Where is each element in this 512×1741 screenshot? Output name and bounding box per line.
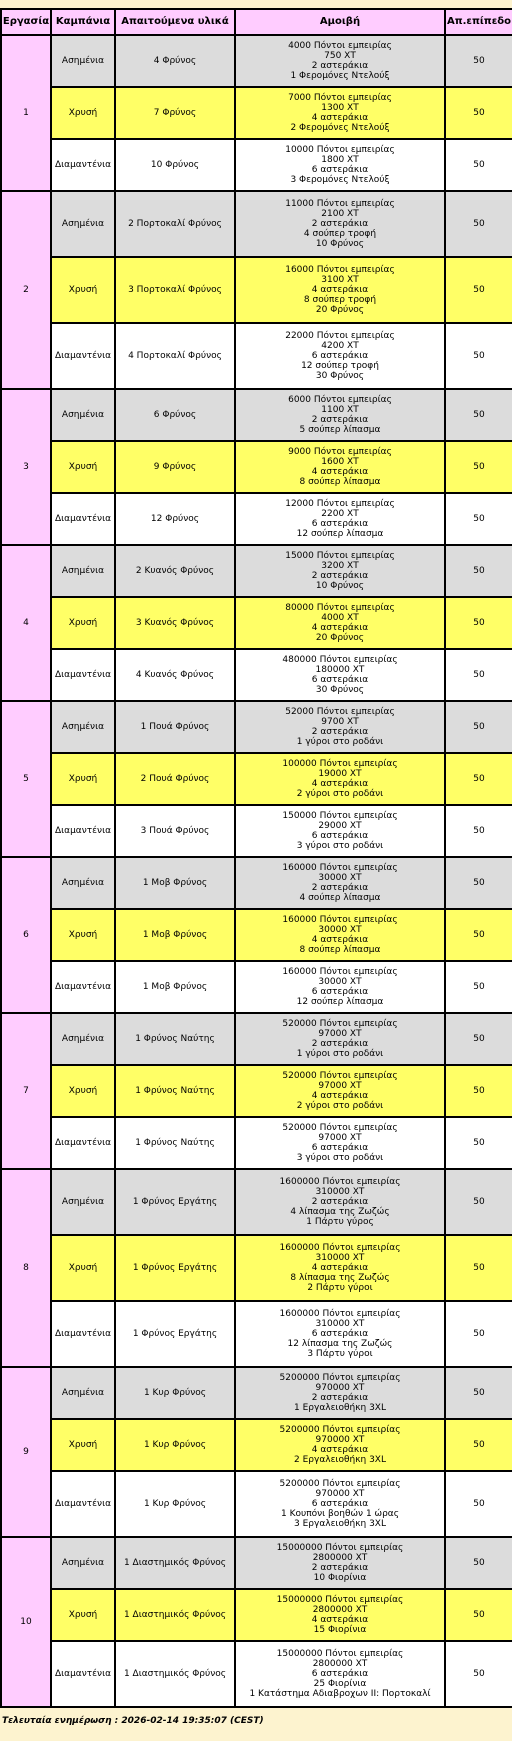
materials-cell: 9 Φρύνος	[115, 441, 235, 493]
reward-line: 2 αστεράκια	[311, 415, 369, 425]
reward-cell	[235, 805, 445, 857]
reward-line: 2800000 ΧΤ	[312, 1659, 368, 1669]
quests-table	[0, 8, 512, 1708]
materials-cell: 4 Φρύνος	[115, 35, 235, 87]
quest-number: 5	[1, 701, 51, 857]
reward-cell	[235, 1537, 445, 1589]
materials-cell: 4 Κυανός Φρύνος	[115, 649, 235, 701]
reward-line: 3 Εργαλειοθήκη 3XL	[294, 1519, 386, 1529]
reward-line: 150000 Πόντοι εμπειρίας	[282, 811, 398, 821]
materials-cell: 1 Φρύνος Εργάτης	[115, 1169, 235, 1235]
campaign-cell: Διαμαντένια	[51, 1117, 115, 1169]
reward-line: 1600000 Πόντοι εμπειρίας	[279, 1177, 401, 1187]
campaign-cell: Ασημένια	[51, 1537, 115, 1589]
table-row	[1, 1641, 512, 1707]
level-cell: 50	[445, 1169, 512, 1235]
reward-cell	[235, 545, 445, 597]
reward-cell	[235, 139, 445, 191]
reward-line: 1800 ΧΤ	[321, 155, 359, 165]
reward-cell	[235, 753, 445, 805]
campaign-cell: Χρυσή	[51, 909, 115, 961]
campaign-cell: Ασημένια	[51, 35, 115, 87]
reward-line: 4 αστεράκια	[311, 935, 369, 945]
campaign-cell: Χρυσή	[51, 1065, 115, 1117]
reward-line: 970000 ΧΤ	[315, 1383, 365, 1393]
reward-cell	[235, 1367, 445, 1419]
level-cell: 50	[445, 1013, 512, 1065]
table-row	[1, 1471, 512, 1537]
campaign-cell: Χρυσή	[51, 1235, 115, 1301]
table-row	[1, 857, 512, 909]
reward-cell	[235, 1169, 445, 1235]
campaign-cell: Χρυσή	[51, 87, 115, 139]
reward-line: 6 αστεράκια	[311, 165, 369, 175]
level-cell: 50	[445, 257, 512, 323]
table-row	[1, 1419, 512, 1471]
reward-line: 6 αστεράκια	[311, 519, 369, 529]
reward-line: 4000 ΧΤ	[321, 613, 359, 623]
level-cell: 50	[445, 1065, 512, 1117]
level-cell: 50	[445, 1367, 512, 1419]
materials-cell: 1 Μοβ Φρύνος	[115, 909, 235, 961]
materials-cell: 1 Πουά Φρύνος	[115, 701, 235, 753]
materials-cell: 1 Μοβ Φρύνος	[115, 961, 235, 1013]
reward-line: 5 σούπερ λίπασμα	[299, 425, 381, 435]
table-row	[1, 1537, 512, 1589]
reward-line: 4 σούπερ τροφή	[303, 229, 377, 239]
reward-line: 5200000 Πόντοι εμπειρίας	[279, 1373, 401, 1383]
materials-cell: 1 Διαστημικός Φρύνος	[115, 1589, 235, 1641]
level-cell: 50	[445, 441, 512, 493]
reward-line: 4 αστεράκια	[311, 1615, 369, 1625]
campaign-cell: Χρυσή	[51, 753, 115, 805]
reward-line: 1 Εργαλειοθήκη 3XL	[294, 1403, 386, 1413]
campaign-cell: Χρυσή	[51, 1589, 115, 1641]
reward-line: 52000 Πόντοι εμπειρίας	[285, 707, 395, 717]
reward-line: 9000 Πόντοι εμπειρίας	[288, 447, 392, 457]
materials-cell: 2 Κυανός Φρύνος	[115, 545, 235, 597]
table-row	[1, 323, 512, 389]
level-cell: 50	[445, 909, 512, 961]
quests-body	[1, 35, 512, 1707]
reward-cell	[235, 1013, 445, 1065]
reward-line: 97000 ΧΤ	[318, 1081, 362, 1091]
reward-cell	[235, 35, 445, 87]
reward-line: 2 αστεράκια	[311, 1563, 369, 1573]
level-cell: 50	[445, 35, 512, 87]
reward-line: 3 Πάρτυ γύροι	[307, 1349, 373, 1359]
reward-cell	[235, 1589, 445, 1641]
table-row	[1, 1589, 512, 1641]
campaign-cell: Χρυσή	[51, 1419, 115, 1471]
materials-cell: 1 Φρύνος Ναύτης	[115, 1065, 235, 1117]
table-row	[1, 1065, 512, 1117]
reward-line: 12 σούπερ λίπασμα	[296, 997, 384, 1007]
materials-cell: 1 Κυρ Φρύνος	[115, 1419, 235, 1471]
materials-cell: 10 Φρύνος	[115, 139, 235, 191]
level-cell: 50	[445, 649, 512, 701]
reward-line: 15000000 Πόντοι εμπειρίας	[276, 1595, 404, 1605]
campaign-cell: Ασημένια	[51, 1013, 115, 1065]
reward-line: 19000 ΧΤ	[318, 769, 362, 779]
level-cell: 50	[445, 1235, 512, 1301]
reward-line: 8 σούπερ τροφή	[303, 295, 377, 305]
reward-line: 20 Φρύνος	[315, 305, 365, 315]
reward-line: 2 αστεράκια	[311, 727, 369, 737]
materials-cell: 7 Φρύνος	[115, 87, 235, 139]
reward-line: 30 Φρύνος	[315, 371, 365, 381]
table-row	[1, 1235, 512, 1301]
reward-line: 4 αστεράκια	[311, 113, 369, 123]
reward-line: 4 λίπασμα της Ζωζώς	[290, 1207, 390, 1217]
reward-line: 1 Κουπόνι βοηθών 1 ώρας	[281, 1509, 399, 1519]
campaign-cell: Ασημένια	[51, 857, 115, 909]
reward-line: 3200 ΧΤ	[321, 561, 359, 571]
last-updated: Τελευταία ενημέρωση : 2026-02-14 19:35:07 (CEST)	[2, 1716, 264, 1726]
reward-line: 3 γύροι στο ροδάνι	[296, 1153, 384, 1163]
reward-line: 10 Φρύνος	[315, 581, 365, 591]
reward-line: 2 γύροι στο ροδάνι	[296, 789, 384, 799]
reward-line: 4 αστεράκια	[311, 623, 369, 633]
reward-line: 80000 Πόντοι εμπειρίας	[285, 603, 395, 613]
reward-line: 20 Φρύνος	[315, 633, 365, 643]
reward-line: 6 αστεράκια	[311, 1329, 369, 1339]
quest-number: 1	[1, 35, 51, 191]
reward-line: 2 γύροι στο ροδάνι	[296, 1101, 384, 1111]
reward-line: 2800000 ΧΤ	[312, 1605, 368, 1615]
reward-line: 2 Φερομόνες Ντελούξ	[290, 123, 390, 133]
materials-cell: 1 Μοβ Φρύνος	[115, 857, 235, 909]
materials-cell: 1 Φρύνος Εργάτης	[115, 1235, 235, 1301]
reward-line: 4000 Πόντοι εμπειρίας	[288, 41, 392, 51]
level-cell: 50	[445, 1117, 512, 1169]
level-cell: 50	[445, 545, 512, 597]
campaign-cell: Διαμαντένια	[51, 649, 115, 701]
reward-line: 12 λίπασμα της Ζωζώς	[287, 1339, 393, 1349]
reward-line: 970000 ΧΤ	[315, 1435, 365, 1445]
reward-cell	[235, 1301, 445, 1367]
level-cell: 50	[445, 701, 512, 753]
reward-line: 8 λίπασμα της Ζωζώς	[290, 1273, 390, 1283]
reward-line: 2 αστεράκια	[311, 1039, 369, 1049]
materials-cell: 1 Διαστημικός Φρύνος	[115, 1537, 235, 1589]
reward-line: 480000 Πόντοι εμπειρίας	[282, 655, 398, 665]
table-row	[1, 389, 512, 441]
reward-line: 1 Φερομόνες Ντελούξ	[290, 71, 390, 81]
level-cell: 50	[445, 1471, 512, 1537]
reward-line: 1300 ΧΤ	[321, 103, 359, 113]
reward-line: 1 Πάρτυ γύρος	[306, 1217, 374, 1227]
quest-number: 2	[1, 191, 51, 389]
reward-line: 10000 Πόντοι εμπειρίας	[285, 145, 395, 155]
quest-number: 8	[1, 1169, 51, 1367]
reward-line: 2 αστεράκια	[311, 1393, 369, 1403]
table-row	[1, 87, 512, 139]
reward-line: 2 Εργαλειοθήκη 3XL	[294, 1455, 386, 1465]
reward-line: 4200 ΧΤ	[321, 341, 359, 351]
campaign-cell: Διαμαντένια	[51, 1301, 115, 1367]
table-row	[1, 191, 512, 257]
reward-line: 310000 ΧΤ	[315, 1253, 365, 1263]
reward-line: 15000000 Πόντοι εμπειρίας	[276, 1543, 404, 1553]
reward-line: 25 Φιορίνια	[313, 1679, 367, 1689]
table-row	[1, 441, 512, 493]
reward-line: 3 γύροι στο ροδάνι	[296, 841, 384, 851]
header-materials: Απαιτούμενα υλικά	[115, 9, 235, 35]
reward-line: 1600000 Πόντοι εμπειρίας	[279, 1243, 401, 1253]
reward-cell	[235, 1471, 445, 1537]
reward-line: 5200000 Πόντοι εμπειρίας	[279, 1425, 401, 1435]
reward-cell	[235, 961, 445, 1013]
reward-line: 12 σούπερ τροφή	[301, 361, 379, 371]
reward-line: 15000 Πόντοι εμπειρίας	[285, 551, 395, 561]
materials-cell: 2 Πορτοκαλί Φρύνος	[115, 191, 235, 257]
level-cell: 50	[445, 597, 512, 649]
reward-line: 30 Φρύνος	[315, 685, 365, 695]
table-row	[1, 753, 512, 805]
reward-line: 8 σούπερ λίπασμα	[299, 477, 381, 487]
materials-cell: 1 Κυρ Φρύνος	[115, 1471, 235, 1537]
header-level: Απ.επίπεδο	[445, 9, 512, 35]
reward-line: 11000 Πόντοι εμπειρίας	[285, 199, 395, 209]
reward-line: 2800000 ΧΤ	[312, 1553, 368, 1563]
header-row	[1, 9, 512, 35]
reward-line: 6 αστεράκια	[311, 351, 369, 361]
level-cell: 50	[445, 1301, 512, 1367]
reward-cell	[235, 1641, 445, 1707]
reward-line: 520000 Πόντοι εμπειρίας	[282, 1123, 398, 1133]
reward-line: 97000 ΧΤ	[318, 1029, 362, 1039]
reward-line: 6 αστεράκια	[311, 1669, 369, 1679]
reward-line: 4 σούπερ λίπασμα	[299, 893, 381, 903]
reward-line: 1 γύροι στο ροδάνι	[296, 737, 384, 747]
materials-cell: 1 Φρύνος Ναύτης	[115, 1117, 235, 1169]
reward-line: 970000 ΧΤ	[315, 1489, 365, 1499]
level-cell: 50	[445, 191, 512, 257]
reward-line: 5200000 Πόντοι εμπειρίας	[279, 1479, 401, 1489]
reward-line: 9700 ΧΤ	[321, 717, 359, 727]
campaign-cell: Χρυσή	[51, 597, 115, 649]
materials-cell: 1 Φρύνος Ναύτης	[115, 1013, 235, 1065]
reward-line: 1 Κατάστημα Αδιαβροχων II: Πορτοκαλί	[249, 1689, 431, 1699]
reward-line: 1600 ΧΤ	[321, 457, 359, 467]
reward-cell	[235, 597, 445, 649]
reward-line: 4 αστεράκια	[311, 285, 369, 295]
level-cell: 50	[445, 857, 512, 909]
table-row	[1, 493, 512, 545]
level-cell: 50	[445, 323, 512, 389]
reward-line: 160000 Πόντοι εμπειρίας	[282, 967, 398, 977]
level-cell: 50	[445, 493, 512, 545]
reward-line: 160000 Πόντοι εμπειρίας	[282, 915, 398, 925]
reward-line: 310000 ΧΤ	[315, 1319, 365, 1329]
reward-cell	[235, 857, 445, 909]
materials-cell: 1 Διαστημικός Φρύνος	[115, 1641, 235, 1707]
reward-line: 180000 ΧΤ	[315, 665, 365, 675]
reward-line: 2 αστεράκια	[311, 883, 369, 893]
table-row	[1, 257, 512, 323]
reward-line: 6 αστεράκια	[311, 987, 369, 997]
materials-cell: 6 Φρύνος	[115, 389, 235, 441]
reward-line: 15000000 Πόντοι εμπειρίας	[276, 1649, 404, 1659]
reward-cell	[235, 323, 445, 389]
campaign-cell: Ασημένια	[51, 389, 115, 441]
reward-line: 29000 ΧΤ	[318, 821, 362, 831]
level-cell: 50	[445, 1537, 512, 1589]
header-reward: Αμοιβή	[235, 9, 445, 35]
reward-cell	[235, 441, 445, 493]
reward-line: 750 ΧΤ	[324, 51, 356, 61]
reward-line: 30000 ΧΤ	[318, 873, 362, 883]
quest-number: 7	[1, 1013, 51, 1169]
campaign-cell: Διαμαντένια	[51, 961, 115, 1013]
reward-line: 6000 Πόντοι εμπειρίας	[288, 395, 392, 405]
reward-line: 10 Φιορίνια	[313, 1573, 367, 1583]
level-cell: 50	[445, 1419, 512, 1471]
level-cell: 50	[445, 1641, 512, 1707]
quest-number: 3	[1, 389, 51, 545]
reward-line: 520000 Πόντοι εμπειρίας	[282, 1071, 398, 1081]
campaign-cell: Διαμαντένια	[51, 1641, 115, 1707]
reward-line: 22000 Πόντοι εμπειρίας	[285, 331, 395, 341]
reward-line: 2 Πάρτυ γύροι	[307, 1283, 373, 1293]
campaign-cell: Χρυσή	[51, 257, 115, 323]
reward-line: 6 αστεράκια	[311, 675, 369, 685]
reward-line: 6 αστεράκια	[311, 1143, 369, 1153]
reward-cell	[235, 493, 445, 545]
header-quest: Εργασία	[1, 9, 51, 35]
reward-line: 6 αστεράκια	[311, 1499, 369, 1509]
reward-line: 4 αστεράκια	[311, 1445, 369, 1455]
reward-line: 2 αστεράκια	[311, 1197, 369, 1207]
reward-line: 310000 ΧΤ	[315, 1187, 365, 1197]
level-cell: 50	[445, 961, 512, 1013]
campaign-cell: Ασημένια	[51, 545, 115, 597]
reward-line: 100000 Πόντοι εμπειρίας	[282, 759, 398, 769]
reward-line: 4 αστεράκια	[311, 779, 369, 789]
reward-line: 2 αστεράκια	[311, 61, 369, 71]
table-row	[1, 1169, 512, 1235]
campaign-cell: Ασημένια	[51, 191, 115, 257]
level-cell: 50	[445, 389, 512, 441]
materials-cell: 3 Πορτοκαλί Φρύνος	[115, 257, 235, 323]
table-row	[1, 1301, 512, 1367]
level-cell: 50	[445, 805, 512, 857]
reward-line: 1600000 Πόντοι εμπειρίας	[279, 1309, 401, 1319]
campaign-cell: Διαμαντένια	[51, 493, 115, 545]
reward-line: 4 αστεράκια	[311, 1263, 369, 1273]
reward-cell	[235, 909, 445, 961]
reward-line: 10 Φρύνος	[315, 239, 365, 249]
quest-number: 9	[1, 1367, 51, 1537]
reward-cell	[235, 1117, 445, 1169]
materials-cell: 1 Φρύνος Εργάτης	[115, 1301, 235, 1367]
materials-cell: 12 Φρύνος	[115, 493, 235, 545]
campaign-cell: Ασημένια	[51, 1169, 115, 1235]
level-cell: 50	[445, 753, 512, 805]
reward-line: 1 γύροι στο ροδάνι	[296, 1049, 384, 1059]
table-row	[1, 649, 512, 701]
table-row	[1, 545, 512, 597]
table-row	[1, 909, 512, 961]
header-campaign: Καμπάνια	[51, 9, 115, 35]
reward-line: 3100 ΧΤ	[321, 275, 359, 285]
level-cell: 50	[445, 139, 512, 191]
materials-cell: 1 Κυρ Φρύνος	[115, 1367, 235, 1419]
reward-line: 97000 ΧΤ	[318, 1133, 362, 1143]
reward-line: 1100 ΧΤ	[321, 405, 359, 415]
table-row	[1, 35, 512, 87]
reward-cell	[235, 701, 445, 753]
reward-line: 520000 Πόντοι εμπειρίας	[282, 1019, 398, 1029]
materials-cell: 3 Πουά Φρύνος	[115, 805, 235, 857]
reward-cell	[235, 1419, 445, 1471]
table-row	[1, 961, 512, 1013]
table-row	[1, 597, 512, 649]
table-row	[1, 1367, 512, 1419]
reward-line: 30000 ΧΤ	[318, 977, 362, 987]
reward-line: 2100 ΧΤ	[321, 209, 359, 219]
campaign-cell: Διαμαντένια	[51, 805, 115, 857]
table-row	[1, 701, 512, 753]
reward-cell	[235, 87, 445, 139]
reward-line: 2 αστεράκια	[311, 571, 369, 581]
table-row	[1, 805, 512, 857]
campaign-cell: Χρυσή	[51, 441, 115, 493]
quest-number: 6	[1, 857, 51, 1013]
materials-cell: 4 Πορτοκαλί Φρύνος	[115, 323, 235, 389]
reward-line: 16000 Πόντοι εμπειρίας	[285, 265, 395, 275]
campaign-cell: Διαμαντένια	[51, 323, 115, 389]
reward-line: 12000 Πόντοι εμπειρίας	[285, 499, 395, 509]
table-row	[1, 1013, 512, 1065]
reward-cell	[235, 1235, 445, 1301]
reward-line: 7000 Πόντοι εμπειρίας	[288, 93, 392, 103]
reward-line: 12 σούπερ λίπασμα	[296, 529, 384, 539]
reward-line: 30000 ΧΤ	[318, 925, 362, 935]
reward-line: 8 σούπερ λίπασμα	[299, 945, 381, 955]
reward-cell	[235, 1065, 445, 1117]
table-row	[1, 139, 512, 191]
reward-cell	[235, 389, 445, 441]
campaign-cell: Ασημένια	[51, 701, 115, 753]
reward-line: 2 αστεράκια	[311, 219, 369, 229]
reward-line: 4 αστεράκια	[311, 1091, 369, 1101]
reward-cell	[235, 191, 445, 257]
reward-cell	[235, 257, 445, 323]
reward-line: 6 αστεράκια	[311, 831, 369, 841]
level-cell: 50	[445, 87, 512, 139]
reward-line: 4 αστεράκια	[311, 467, 369, 477]
quest-number: 10	[1, 1537, 51, 1707]
campaign-cell: Διαμαντένια	[51, 1471, 115, 1537]
reward-cell	[235, 649, 445, 701]
materials-cell: 3 Κυανός Φρύνος	[115, 597, 235, 649]
campaign-cell: Διαμαντένια	[51, 139, 115, 191]
materials-cell: 2 Πουά Φρύνος	[115, 753, 235, 805]
quest-number: 4	[1, 545, 51, 701]
reward-line: 2200 ΧΤ	[321, 509, 359, 519]
table-row	[1, 1117, 512, 1169]
reward-line: 3 Φερομόνες Ντελούξ	[290, 175, 390, 185]
level-cell: 50	[445, 1589, 512, 1641]
campaign-cell: Ασημένια	[51, 1367, 115, 1419]
reward-line: 15 Φιορίνια	[313, 1625, 367, 1635]
reward-line: 160000 Πόντοι εμπειρίας	[282, 863, 398, 873]
